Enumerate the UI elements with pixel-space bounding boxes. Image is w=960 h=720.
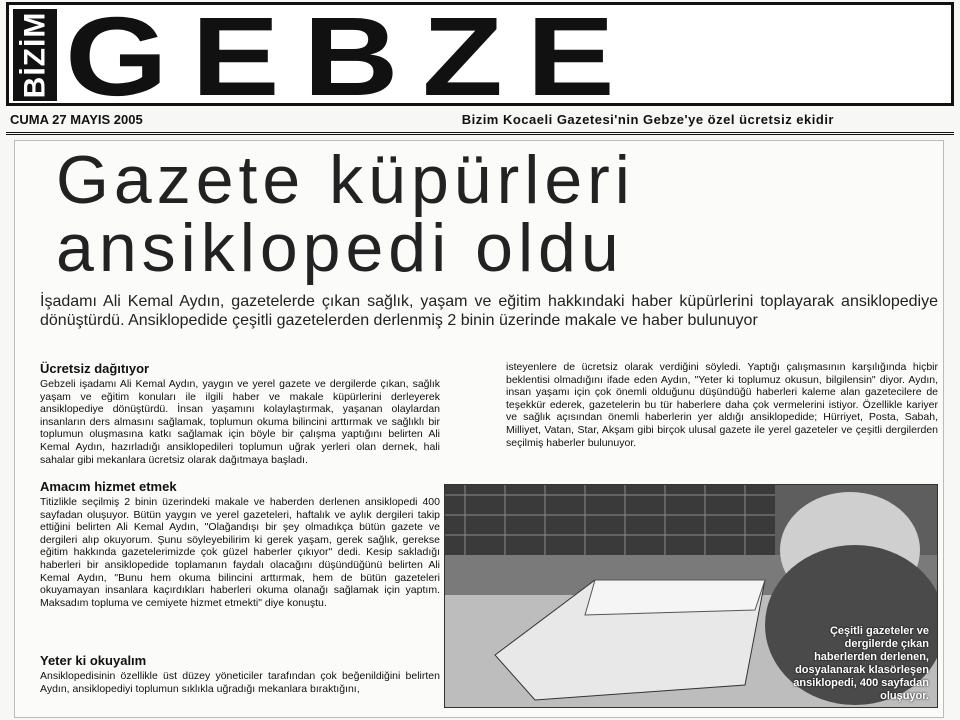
section-title-free-distribution: Ücretsiz dağıtıyor xyxy=(40,361,150,376)
article-photo xyxy=(444,484,938,708)
column-2-body: isteyenlere de ücretsiz olarak verdiğini söyledi. Yaptığı çalışmasının karşılığında hiçbir beklentisi olmadığını ifade eden Aydın, "Yeter ki toplumuz okusun, bilgilensin" diyor. Aydın, insan yaşamı için çok önemli olduğunu düşündüğü haberleri kaleme alan gazetecilere de teşekkür ederek, gazetelerin bu tür haberlere daha çok vermelerini istiyor. Özellikle kariyer ve sağlık açısından önemli haberlerin yer aldığı ansiklopedide; Hürriyet, Posta, Sabah, Milliyet, Vatan, Star, Akşam gibi birçok ulusal gazete ile yerel gazeteler ve çeşitli dergilerden seçilmiş haberler bulunuyor. xyxy=(506,361,938,449)
photo-caption: Çeşitli gazeteler ve dergilerde çıkan haberlerden derlenen, dosyalanarak klasörleşen ansiklopedi, 400 sayfadan oluşuyor. xyxy=(793,625,929,702)
headline-line-2: ansiklopedi oldu xyxy=(56,210,624,286)
masthead-brand-big: GEBZE xyxy=(65,0,639,119)
section-body-serve: Titizlikle seçilmiş 2 binin üzerindeki makale ve haberden derlenen ansiklopedi 400 sayfadan oluşuyor. Bütün yaygın ve yerel gazeteleri, haftalık ve aylık dergileri takip ettiğini belirten Ali Kemal Aydın, "Olağandışı bir şey olmadıkça bütün gazete ve dergileri alıp okuyorum. Şunu söyleyebilirim ki gerek yaşam, gerek sağlık, gerekse eğitim hakkında gazetelerimizde çok güzel haberler çıkıyor" dedi. Kesip sakladığı haberleri bir ansiklopedide toplamanın faydalı olacağını düşündüğünü belirten Ali Kemal Aydın, "Bunu hem okuma bilincini arttırmak, hem de bütün gazeteleri okuyamayan insanlara kaçırdıkları haberleri okuma olanağı sağlamak için yaptım. Maksadım topluma ve cemiyete hizmet etmekti" diye konuştu. xyxy=(40,496,440,609)
section-title-serve: Amacım hizmet etmek xyxy=(40,479,177,494)
masthead xyxy=(6,0,954,119)
section-title-read: Yeter ki okuyalım xyxy=(40,653,147,668)
dateline xyxy=(6,110,954,135)
brand-small-text: BİZİM xyxy=(18,11,51,99)
headline xyxy=(56,142,936,286)
headline-line-1: Gazete küpürleri xyxy=(56,142,635,218)
lede-paragraph: İşadamı Ali Kemal Aydın, gazetelerde çıkan sağlık, yaşam ve eğitim hakkındaki haber küpürlerini toplayarak ansiklopediye dönüştürdü. Ansiklopedide çeşitli gazetelerden derlenmiş 2 binin üzerinde makale ve haber bulunuyor xyxy=(40,293,938,329)
masthead-brand-small xyxy=(13,9,57,101)
section-body-read: Ansiklopedisinin özellikle üst düzey yöneticiler tarafından çok beğenildiğini belirten Aydın, ansiklopediyi toplumun sıklıkla uğradığı mekanlara bıraktığını, xyxy=(40,670,440,695)
masthead-tagline: Bizim Kocaeli Gazetesi'nin Gebze'ye özel ücretsiz ekidir xyxy=(461,112,834,127)
section-body-free-distribution: Gebzeli işadamı Ali Kemal Aydın, yaygın ve yerel gazete ve dergilerde çıkan, sağlık yaşam ve eğitim konuları ile ilgili haber ve makale küpürlerini derleyerek ansiklopediye dönüştürdü. İnsan yaşamını kolaylaştırmak, yaşanan olaylardan insanların ders almasını sağlamak, toplumun okuma bilincini arttırmak ve sağlıklı bir toplumun oluşmasına katkı sağlamak için böyle bir çalışma yaptığını belirten Ali Kemal Aydın, hazırladığı ansiklopedileri toplumun uğrak yerleri olan dernek, hali sahalar gibi mekanlara ücretsiz olarak dağıtmaya başladı. xyxy=(40,378,440,466)
issue-date: CUMA 27 MAYIS 2005 xyxy=(10,112,143,127)
